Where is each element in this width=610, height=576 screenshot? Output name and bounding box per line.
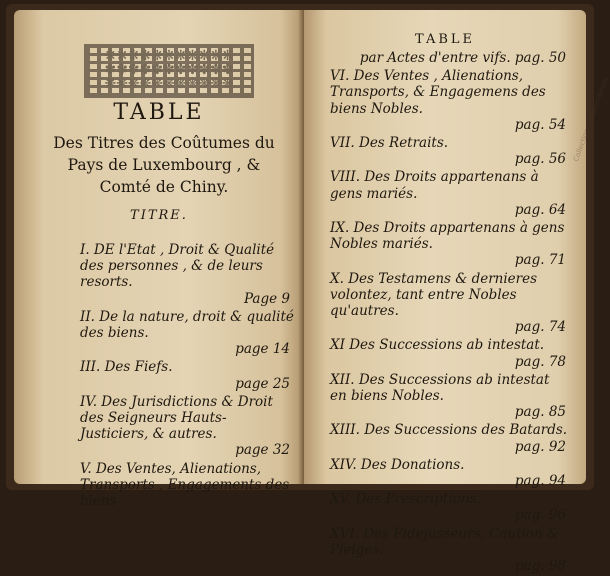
section-label: TITRE.: [130, 208, 188, 223]
toc-entry: [80, 309, 294, 358]
toc-entry-page: page 14: [235, 341, 290, 358]
toc-entry: [330, 220, 570, 269]
toc-entry-text: IX. Des Droits appartenans à gens Nobles mariés.: [330, 220, 565, 253]
toc-continuation: par Actes d'entre vifs. pag. 50: [359, 50, 566, 66]
toc-entry-page: pag. 64: [514, 201, 566, 218]
toc-entry-text: IV. Des Jurisdictions & Droit des Seigneurs Hauts-Justiciers, & autres.: [80, 393, 273, 443]
toc-entry-text: VI. Des Ventes , Alienations, Transports, & Engagemens des biens Nobles.: [330, 68, 546, 117]
toc-entry-page: Page 9: [243, 290, 290, 307]
toc-entry: [330, 68, 570, 133]
toc-entry: [80, 394, 294, 459]
toc-entry: [330, 372, 570, 421]
watermark-stamp: Collection ... Luxembourg: [572, 76, 610, 163]
toc-entry-page: pag. 56: [514, 151, 566, 168]
toc-entry-page: pag. 74: [514, 319, 566, 336]
toc-entry-text: III. Des Fiefs.: [80, 359, 173, 376]
toc-entry-text: VIII. Des Droits appartenans à gens mariés.: [330, 169, 539, 202]
toc-entry-text: XII. Des Successions ab intestat en biens Nobles.: [330, 371, 550, 405]
toc-entry-text: I. DE l'Etat , Droit & Qualité des personnes , & de leurs resorts.: [80, 242, 275, 291]
toc-entry-page: pag. 78: [514, 353, 566, 370]
toc-entry-page: page 32: [235, 442, 290, 459]
toc-entry-page: pag. 71: [514, 252, 566, 269]
running-head: TABLE: [414, 32, 476, 47]
left-page: [14, 10, 304, 510]
subtitle-line: Comté de Chiny.: [99, 178, 229, 196]
toc-entry-text: VII. Des Retraits.: [330, 135, 449, 152]
book-spread: [6, 4, 610, 575]
page-subtitle: [44, 132, 284, 198]
toc-entry-page: pag. 98: [514, 558, 566, 575]
toc-entry-text: XIII. Des Successions des Batards.: [330, 422, 568, 439]
toc-entry-text: II. De la nature, droit & qualité des biens.: [80, 308, 294, 342]
toc-entry: [330, 169, 570, 218]
toc-entry-text: X. Des Testamens & dernieres volontez, tant entre Nobles qu'autres.: [330, 270, 538, 320]
toc-entry-page: pag. 94: [514, 473, 566, 490]
toc-entry: [330, 271, 570, 336]
toc-entry-text: XIV. Des Donations.: [330, 456, 465, 473]
ornament-row-bottom: ❋❋❋❋❋❋❋❋❋❋❋: [104, 76, 234, 92]
toc-entry: [330, 337, 570, 369]
toc-entry-page: page 25: [235, 375, 290, 392]
toc-right: [330, 50, 570, 576]
toc-entry: [330, 457, 570, 489]
toc-entry-text: V. Des Ventes, Alienations, Transports , Engagements des biens: [80, 460, 290, 510]
decorative-headband: [84, 44, 254, 98]
toc-entry-page: pag. 92: [514, 438, 566, 455]
page-title: TABLE: [113, 100, 205, 125]
toc-entry: [80, 359, 294, 391]
toc-entry: [330, 491, 570, 523]
toc-entry: [330, 135, 570, 167]
toc-entry-page: pag. 96: [514, 507, 566, 524]
toc-entry: [330, 422, 570, 454]
subtitle-line: Des Titres des Coûtumes du: [53, 134, 275, 152]
toc-entry: [80, 461, 294, 510]
ornament-row-top: ❋❋❋❋❋❋❋❋❋❋❋: [104, 48, 234, 64]
toc-entry-page: pag. 54: [514, 116, 566, 133]
toc-entry: [330, 526, 570, 575]
toc-left: [80, 242, 294, 511]
toc-entry: [80, 242, 294, 307]
toc-entry-text: XI Des Successions ab intestat.: [330, 337, 545, 354]
ornament-row-mid: ✽✽✽✽✽✽✽✽✽✽✽: [104, 62, 234, 78]
subtitle-line: Pays de Luxembourg , &: [67, 156, 261, 174]
toc-entry-page: pag. 85: [514, 404, 566, 421]
toc-entry-text: XVI. Des Fidejusseurs, Caution & Pleiges.: [330, 525, 559, 558]
right-page: [304, 10, 610, 575]
toc-entry-text: XV. Des Prescriptions.: [330, 491, 481, 508]
